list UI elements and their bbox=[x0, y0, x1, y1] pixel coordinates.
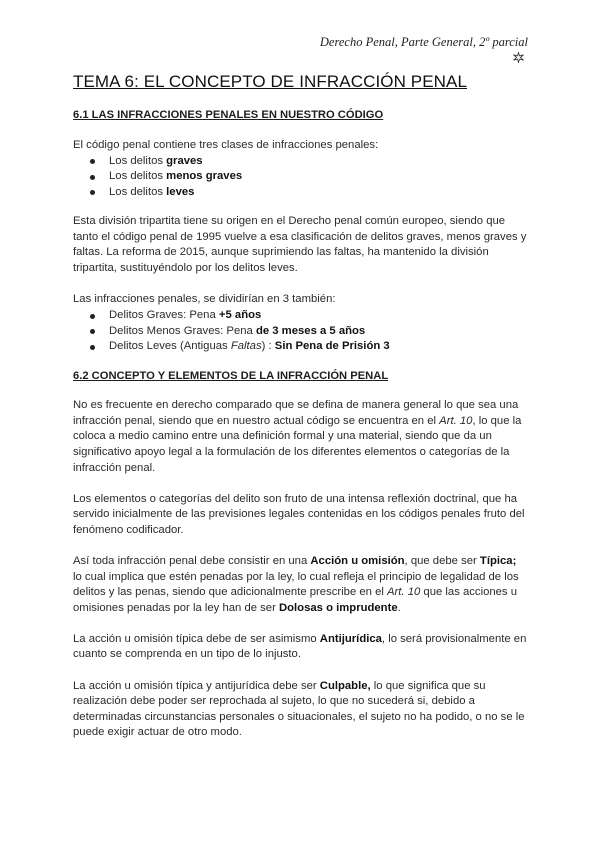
paragraph: Esta división tripartita tiene su origen en el Derecho penal común europeo, siendo que tanto el código penal de 1995 vuelve a esa clasificación de delitos graves, menos graves y faltas. La reforma de 2015, aunque suprimiendo las faltas, ha mantenido la división tripartita, sustituyéndolo por los delitos leves. bbox=[73, 215, 527, 274]
paragraph: La acción u omisión típica y antijurídica debe ser Culpable, lo que significa que su realización debe poder ser reprochada al sujeto, lo que no sucederá si, debido a determinadas circunstancias personales o situacionales, el sujeto no ha podido, o no se le puede exigir actuar de otro modo. bbox=[73, 679, 525, 739]
maltese-cross-icon bbox=[513, 52, 524, 63]
paragraph: No es frecuente en derecho comparado que se defina de manera general lo que sea una infracción penal, siendo que en nuestro actual código se encuentra en el Art. 10, lo que la coloca a medio camino entre una definición formal y una material, siendo que da un significativo apoyo legal a la formulación de los diferentes elementos o categorías de la infracción penal. bbox=[73, 399, 522, 474]
list-item: Los delitos menos graves bbox=[73, 169, 528, 185]
list-item: Delitos Menos Graves: Pena de 3 meses a 5 años bbox=[73, 324, 528, 340]
section-heading-6-2: 6.2 CONCEPTO Y ELEMENTOS DE LA INFRACCIÓN PENAL bbox=[73, 369, 389, 382]
running-header: Derecho Penal, Parte General, 2º parcial bbox=[319, 35, 528, 49]
list-item: Delitos Leves (Antiguas Faltas) : Sin Pena de Prisión 3 bbox=[73, 339, 528, 355]
paragraph: Así toda infracción penal debe consistir en una Acción u omisión, que debe ser Típica; lo cual implica que estén penadas por la ley, lo cual refleja el principio de legalidad de los delitos y las penas, siendo que adicionalmente prescribe en el Art. 10 que las acciones u omisiones penadas por la ley han de ser Dolosas o imprudente. bbox=[73, 555, 519, 614]
page-title: TEMA 6: EL CONCEPTO DE INFRACCIÓN PENAL bbox=[73, 72, 468, 91]
paragraph: El código penal contiene tres clases de infracciones penales: bbox=[73, 138, 379, 151]
infraction-classes-list bbox=[73, 154, 528, 201]
section-heading-6-1: 6.1 LAS INFRACCIONES PENALES EN NUESTRO CÓDIGO bbox=[73, 109, 384, 121]
paragraph: Los elementos o categorías del delito son fruto de una intensa reflexión doctrinal, que ha servido inicialmente de las previsiones legales contenidas en los códigos penales fruto del fenómeno codificador. bbox=[73, 492, 525, 536]
document-body bbox=[73, 108, 528, 756]
list-item: Delitos Graves: Pena +5 años bbox=[73, 308, 528, 324]
paragraph: La acción u omisión típica debe de ser asimismo Antijurídica, lo será provisionalmente en cuanto se comprenda en un tipo de lo injusto. bbox=[73, 632, 527, 661]
penalties-list bbox=[73, 308, 528, 355]
paragraph: Las infracciones penales, se dividirían en 3 también: bbox=[73, 293, 336, 306]
list-item: Los delitos leves bbox=[73, 185, 528, 201]
list-item: Los delitos graves bbox=[73, 154, 528, 170]
